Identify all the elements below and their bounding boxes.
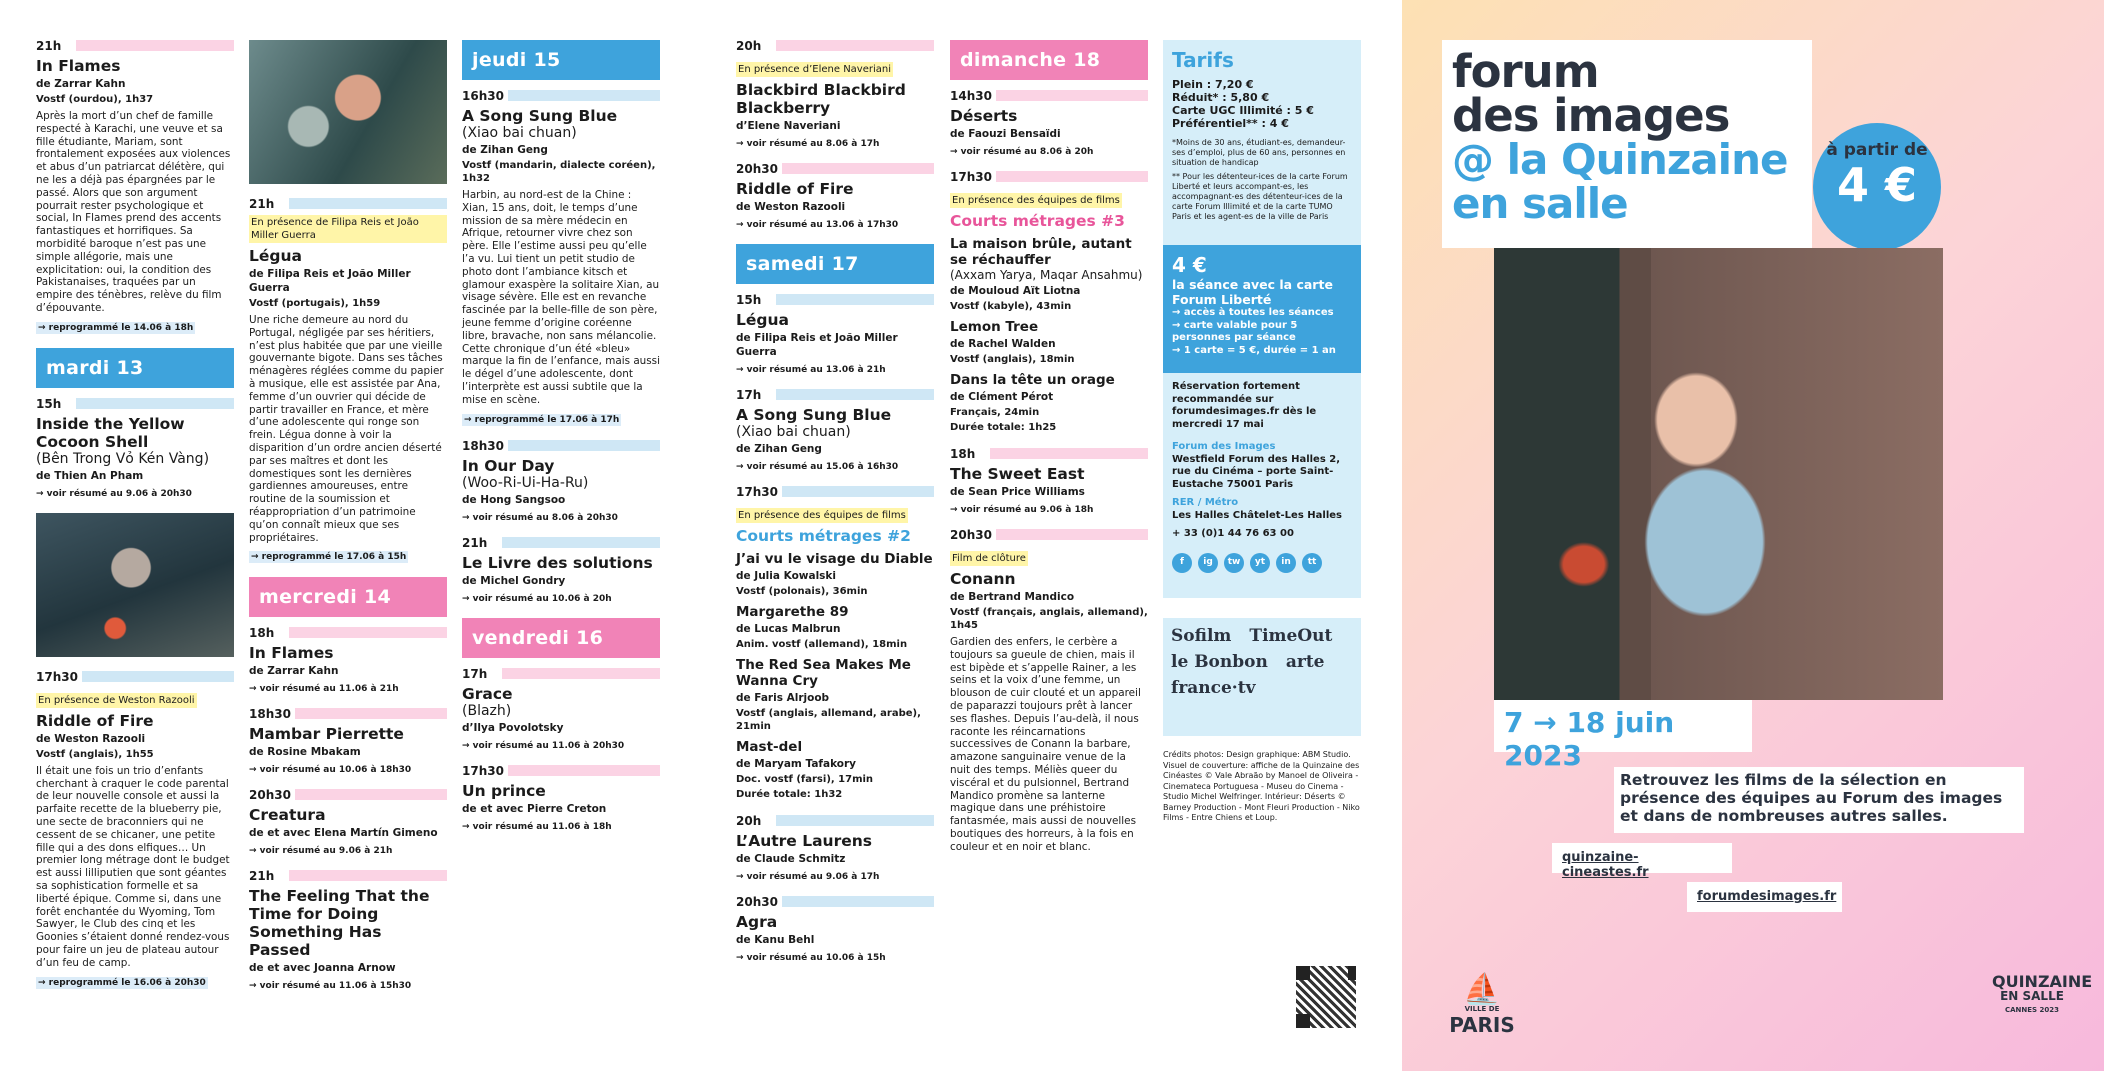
summary-link[interactable]: → voir résumé au 9.06 à 20h30 [36, 488, 192, 499]
website-link[interactable]: forumdesimages.fr [1687, 882, 1842, 912]
event-time: 17h30 [36, 670, 82, 684]
schedule-column-2 [249, 40, 447, 1005]
short-title: Margarethe 89 [736, 604, 849, 620]
short-film [736, 739, 934, 786]
price-value: 4 € [1836, 158, 1918, 212]
event-title: L’Autre Laurens [736, 832, 872, 850]
summary-link[interactable]: → voir résumé au 13.06 à 21h [736, 365, 886, 375]
short-meta: Doc. vostf (farsi), 17min [736, 774, 874, 785]
rer-label: RER / Métro [1172, 497, 1239, 508]
short-title: Lemon Tree [950, 319, 1039, 335]
carte-subtitle: la séance avec la carte Forum Liberté [1172, 277, 1333, 307]
event [36, 398, 234, 499]
event-director: de Filipa Reis et João Miller Guerra [249, 268, 411, 294]
event-director: de Hong Sangsoo [462, 493, 566, 506]
event-meta: Vostf (anglais), 1h55 [36, 748, 154, 760]
carte-line: → accès à toutes les séances [1172, 307, 1334, 318]
rerun-link[interactable]: → reprogrammé le 16.06 à 20h30 [38, 977, 206, 988]
quinzaine-logo [1992, 972, 2093, 1017]
event-time: 20h30 [736, 162, 782, 176]
event-time: 18h [249, 626, 278, 640]
partner-logo: le Bonbon [1171, 652, 1268, 672]
facebook-icon[interactable]: f [1172, 553, 1192, 573]
event-title: Riddle of Fire [736, 180, 854, 198]
event-title: Riddle of Fire [36, 711, 154, 730]
event [736, 294, 934, 375]
event [950, 448, 1148, 515]
summary-link[interactable]: → voir résumé au 15.06 à 16h30 [736, 462, 899, 472]
price-label: à partir de [1826, 140, 1928, 160]
event-director: de Weston Razooli [736, 201, 846, 213]
rerun-link[interactable]: → reprogrammé le 17.06 à 17h [464, 414, 620, 425]
summary-link[interactable]: → voir résumé au 9.06 à 18h [950, 505, 1094, 515]
event-director: de Rosine Mbakam [249, 746, 361, 759]
short-director: de Maryam Tafakory [736, 758, 857, 770]
short-director: de Julia Kowalski [736, 570, 836, 582]
film-still-photo [36, 513, 234, 657]
day-header: mercredi 14 [249, 577, 447, 617]
event [736, 486, 934, 801]
event-title: Légua [249, 247, 302, 265]
event-director: de Michel Gondry [462, 574, 566, 587]
logo-small-text: VILLE DE [1464, 1005, 1500, 1013]
event-director: de Kanu Behl [736, 934, 815, 946]
summary-link[interactable]: → voir résumé au 8.06 à 17h [736, 139, 880, 149]
short-director: de Clément Pérot [950, 391, 1054, 403]
event-title: A Song Sung Blue [736, 406, 892, 424]
event-title: In Flames [249, 644, 334, 663]
event [736, 163, 934, 230]
event [736, 815, 934, 882]
cover-panel [1402, 0, 2104, 1071]
day-header: dimanche 18 [950, 40, 1148, 80]
tarif-line: Réduit* : 5,80 € [1172, 91, 1270, 104]
short-film [950, 319, 1148, 366]
event-title: In Flames [36, 57, 121, 75]
short-title: Dans la tête un orage [950, 372, 1115, 388]
event-director: d’Elene Naveriani [736, 120, 841, 132]
summary-link[interactable]: → voir résumé au 11.06 à 20h30 [462, 740, 625, 751]
total-duration: Durée totale: 1h25 [950, 422, 1057, 433]
carte-line: → 1 carte = 5 €, durée = 1 an [1172, 344, 1336, 356]
event-time: 17h30 [736, 485, 782, 499]
short-meta: Vostf (polonais), 36min [736, 586, 868, 597]
total-duration: Durée totale: 1h32 [736, 789, 843, 800]
event-description: Une riche demeure au nord du Portugal, négligée par ses héritiers, n’est plus habitée que par une vieille gouvernante bigote. Dans ses tâches ménagères réglées comme du papier à musique, elle est assistée par Ana, femme d’un ouvrier qui décide de partir travailler en France, et mère d’une adolescente qui ronge son frein. Légua donne à voir la disparition d’un ordre ancien déserté par ses maîtres et dont les domestiques sont les dernières gardiennes amoureuses, entre routine de la soumission et réappropriation d’un patrimoine qu’on connaît mieux que ses propriétaires. [249, 314, 444, 544]
event-time: 17h30 [950, 170, 996, 184]
day-header: samedi 17 [736, 244, 934, 284]
partner-logo: france·tv [1171, 678, 1256, 698]
carte-price: 4 € [1172, 253, 1207, 277]
event-director: de Bertrand Mandico [950, 591, 1075, 603]
event-director: de Zihan Geng [736, 443, 822, 455]
carte-panel [1163, 245, 1361, 373]
event-time: 20h30 [950, 528, 996, 542]
event [36, 40, 234, 334]
event-title: Le Livre des solutions [462, 553, 653, 572]
tarif-line: Préférentiel** : 4 € [1172, 117, 1289, 130]
event-description: Après la mort d’un chef de famille respecté à Karachi, une veuve et sa fille étudiante, Mariam, sont frontalement exposées aux violences et abus d’un patriarcat délétère, qui ne les a déjà pas épargnées par le passé. Alors que son argument pourrait rester psychologique et social, In Flames prend des accents fantastiques et horrifiques. Sa morbidité baroque n’est pas une simple allégorie, mais une explicitation: oui, la condition des Pakistanaises, traquées par un empire des ténèbres, relève du film d’épouvante. [36, 110, 231, 314]
short-film [736, 604, 934, 651]
reservation-text: Réservation fortement recommandée sur forumdesimages.fr dès le mercredi 17 mai [1172, 381, 1317, 430]
schedule-column-5 [950, 40, 1148, 868]
event-title: Mambar Pierrette [249, 725, 404, 744]
summary-link[interactable]: → voir résumé au 11.06 à 15h30 [249, 981, 412, 992]
partners-panel [1163, 618, 1361, 736]
brand-block [1442, 40, 1812, 248]
schedule-column-4 [736, 40, 934, 977]
event-time: 21h [462, 536, 491, 550]
short-title: La maison brûle, autant se réchauffer [950, 236, 1132, 268]
event-description: Il était une fois un trio d’enfants cherchant à craquer le code parental de leur nouvelle console et aussi la parfaite recette de la blueberry pie, une secte de braconniers qui ne cessent de se chicaner, une petite fille qui a des dons elfiques… Un premier long métrage dont le budget est aussi lilliputien que sont géantes sa sophistication formelle et sa liberté épique. Comme si, dans une forêt enchantée du Wyoming, Tom Sawyer, le Club des cinq et les Goonies s’étaient donné rendez-vous pour faire un jeu de plateau autour d’un feu de camp. [36, 764, 230, 969]
short-meta: Français, 24min [950, 407, 1040, 418]
brand-line: des images [1452, 89, 1730, 142]
event-director: de Sean Price Williams [950, 486, 1085, 498]
event [462, 537, 660, 604]
event-director: de Claude Schmitz [736, 853, 846, 865]
event [462, 765, 660, 832]
short-title: Mast-del [736, 739, 803, 755]
brand-line: forum [1452, 45, 1599, 98]
qr-code[interactable] [1293, 963, 1359, 1031]
event-title: The Feeling That the Time for Doing Something Has Passed [249, 887, 430, 960]
presence-badge: En présence de Filipa Reis et João Miller Guerra [249, 215, 447, 243]
event [736, 389, 934, 472]
event-title: Déserts [950, 107, 1018, 125]
logo-text: EN SALLE [2000, 989, 2064, 1003]
event-time: 14h30 [950, 89, 996, 103]
partner-logo: arte [1285, 652, 1325, 672]
event-time: 18h30 [462, 439, 508, 453]
event-description: Harbin, au nord-est de la Chine : Xian, 15 ans, doit, le temps d’une mission de sa mère médecin en Afrique, retourner vivre chez son père. Elle l’estime aussi peu qu’elle l’a vu. Lui tient un petit studio de photo dont l’ambiance kitsch et glamour exaspère la solitaire Xian, au visage sévère. Elle est en revanche fascinée par la belle-fille de son père, jeune femme d’origine coréenne libre, bravache, non sans mélancolie. Cette chronique d’un été «bleu» marque la fin de l’enfance, mais aussi le dégel d’une adolescente, dont l’interprète est aussi subtile que la mise en scène. [462, 189, 660, 406]
summary-link[interactable]: → voir résumé au 10.06 à 18h30 [249, 765, 412, 776]
website-link[interactable]: quinzaine-cineastes.fr [1552, 843, 1732, 873]
schedule-column-1 [36, 40, 234, 1003]
reservation-panel [1163, 373, 1361, 598]
tarif-note: ** Pour les détenteur-ices de la carte Forum Liberté et leurs accompant-es, les accompagnant-es des détenteur-ices de la carte Forum Illimité et de la carte TUMO Paris et les agent-es de la ville de Paris [1172, 172, 1348, 221]
short-director: de Faris Alrjoob [736, 692, 830, 704]
summary-link[interactable]: → voir résumé au 9.06 à 17h [736, 872, 880, 882]
presence-badge: En présence de Weston Razooli [38, 694, 195, 706]
summary-link[interactable]: → voir résumé au 10.06 à 15h [736, 953, 886, 963]
event-title: Agra [736, 913, 778, 931]
event [249, 198, 447, 563]
event-description: Gardien des enfers, le cerbère a toujours sa gueule de chien, mais il est bipède et s’appelle Rainer, a les seins et la voix d’une femme, un blouson de cuir clouté et un appareil de paparazzi toujours prêt à lancer ses flashes. Depuis l’au-delà, il nous raconte les réincarnations successives de Conann la barbare, amazone sanguinaire venue de la nuit des temps. Méliès queer du viscéral et du pulsionnel, Bertrand Mandico promène sa lanterne magique dans une préhistoire fantasmée, mais aussi de nouvelles boutiques des horreurs, à la fois en couleur et en noir et blanc. [950, 636, 1141, 853]
day-header: jeudi 15 [462, 40, 660, 80]
ship-icon: ⛵ [1463, 972, 1501, 1007]
summary-link[interactable]: → voir résumé au 11.06 à 18h [462, 821, 612, 832]
event-original-title: (Bên Trong Vỏ Kén Vàng) [36, 450, 210, 467]
event-title: Légua [736, 311, 789, 329]
event-director: d’Ilya Povolotsky [462, 721, 564, 734]
summary-link[interactable]: → voir résumé au 13.06 à 17h30 [736, 220, 899, 230]
rerun-link[interactable]: → reprogrammé le 17.06 à 15h [251, 552, 407, 563]
event-title: The Sweet East [950, 465, 1085, 483]
short-director: de Lucas Malbrun [736, 623, 841, 635]
event-title: Un prince [462, 781, 546, 800]
summary-link[interactable]: → voir résumé au 8.06 à 20h30 [462, 512, 618, 523]
event [462, 90, 660, 426]
rerun-link[interactable]: → reprogrammé le 14.06 à 18h [38, 322, 194, 333]
tarif-note: *Moins de 30 ans, étudiant-es, demandeur-ses d’emploi, plus de 60 ans, personnes en situation de handicap [1172, 138, 1346, 167]
event [950, 171, 1148, 434]
event-meta: Vostf (français, anglais, allemand), 1h45 [950, 607, 1148, 631]
tiktok-icon[interactable]: tt [1302, 553, 1322, 573]
youtube-icon[interactable]: yt [1250, 553, 1270, 573]
event-director: de et avec Elena Martín Gimeno [249, 827, 438, 840]
cover-photo [1494, 248, 1943, 700]
event [462, 668, 660, 751]
festival-dates: 7 → 18 juin 2023 [1494, 700, 1752, 752]
tarifs-heading: Tarifs [1172, 48, 1234, 72]
event-meta: Vostf (portugais), 1h59 [249, 298, 381, 309]
event [736, 40, 934, 149]
event [249, 627, 447, 694]
summary-link[interactable]: → voir résumé au 8.06 à 20h [950, 147, 1094, 157]
event-time: 20h [736, 39, 765, 53]
short-meta: Vostf (anglais), 18min [950, 354, 1075, 365]
tarif-line: Plein : 7,20 € [1172, 78, 1254, 91]
summary-link[interactable]: → voir résumé au 9.06 à 21h [249, 846, 393, 857]
event [36, 671, 234, 989]
day-header: vendredi 16 [462, 618, 660, 658]
schedule-column-3 [462, 40, 660, 846]
tarif-line: Carte UGC Illimité : 5 € [1172, 104, 1314, 117]
venue-address: Westfield Forum des Halles 2, rue du Cinéma – porte Saint-Eustache 75001 Paris [1172, 453, 1341, 490]
summary-link[interactable]: → voir résumé au 10.06 à 20h [462, 593, 612, 604]
event-director: de Weston Razooli [36, 732, 146, 745]
event-director: de Thien An Pham [36, 469, 144, 482]
summary-link[interactable]: → voir résumé au 11.06 à 21h [249, 684, 399, 695]
event-meta: Vostf (ourdou), 1h37 [36, 94, 154, 105]
event-director: de Faouzi Bensaïdi [950, 128, 1061, 140]
event-original-title: (Blazh) [462, 702, 512, 719]
venue-label: Forum des Images [1172, 441, 1276, 452]
carte-line: → carte valable pour 5 personnes par séance [1172, 319, 1298, 343]
event-meta: Vostf (mandarin, dialecte coréen), 1h32 [462, 160, 656, 184]
event-original-title: (Xiao bai chuan) [736, 424, 851, 440]
short-meta: Vostf (anglais, allemand, arabe), 21min [736, 708, 921, 732]
event-time: 18h30 [249, 707, 295, 721]
event-time: 17h30 [462, 764, 508, 778]
short-film [736, 551, 934, 598]
cover-blurb: Retrouvez les films de la sélection en présence des équipes au Forum des images et dans de nombreuses autres salles. [1614, 767, 2024, 833]
event-time: 21h [249, 197, 278, 211]
logo-text: PARIS [1449, 1013, 1515, 1037]
phone-number: + 33 (0)1 44 76 63 00 [1172, 528, 1294, 539]
short-meta: Vostf (kabyle), 43min [950, 301, 1072, 312]
ville-de-paris-logo [1442, 972, 1522, 1037]
event-time: 20h30 [249, 788, 295, 802]
short-film [950, 372, 1148, 419]
event-time: 21h [249, 869, 278, 883]
presence-badge: En présence des équipes de films [738, 510, 906, 521]
social-links [1172, 553, 1352, 573]
short-original-title: (Axxam Yarya, Maqar Ansahmu) [950, 268, 1143, 282]
event-title: In Our Day [462, 456, 555, 475]
event-director: de Zihan Geng [462, 144, 548, 156]
instagram-icon[interactable]: ig [1198, 553, 1218, 573]
event-time: 16h30 [462, 89, 508, 103]
event [249, 789, 447, 856]
event-director: de et avec Joanna Arnow [249, 962, 396, 975]
event-time: 20h [736, 814, 765, 828]
event-time: 15h [36, 397, 65, 411]
brand-line: @ la Quinzaine [1452, 135, 1788, 184]
event-title: Inside the Yellow Cocoon Shell [36, 414, 185, 451]
event-title: Conann [950, 570, 1016, 588]
event-title: Blackbird Blackbird Blackberry [736, 81, 906, 117]
linkedin-icon[interactable]: in [1276, 553, 1296, 573]
partner-logo: TimeOut [1249, 626, 1333, 646]
presence-badge: En présence des équipes de films [952, 195, 1120, 206]
brand-line: en salle [1452, 179, 1628, 228]
event-title: Grace [462, 684, 513, 703]
event [249, 870, 447, 991]
logo-text: QUINZAINE [1992, 972, 2093, 991]
short-film [950, 236, 1148, 313]
event [736, 896, 934, 963]
short-director: de Mouloud Aït Liotna [950, 285, 1081, 297]
tarifs-panel [1163, 40, 1361, 245]
event-time: 17h [736, 388, 765, 402]
event-director: de et avec Pierre Creton [462, 802, 607, 815]
photo-credits: Crédits photos: Design graphique: ABM Studio. Visuel de couverture: affiche de la Quinzaine des Cinéastes © Vale Abraão by Manoel de Oliveira - Cinemateca Portuguesa - Museu do Cinema - Studio Michel Welfringer. Intérieur: Déserts © Barney Production - Mont Fleuri Production - Niko Films - Entre Chiens et Loup. [1163, 750, 1360, 822]
event-time: 15h [736, 293, 765, 307]
logo-small-text: CANNES 2023 [2004, 1006, 2059, 1014]
event-original-title: (Woo-Ri-Ui-Ha-Ru) [462, 474, 589, 491]
short-director: de Rachel Walden [950, 338, 1056, 350]
event-title: A Song Sung Blue [462, 107, 618, 125]
film-still-photo [249, 40, 447, 184]
event-director: de Zarrar Kahn [36, 78, 126, 90]
event-time: 18h [950, 447, 979, 461]
event-title: Courts métrages #2 [736, 527, 911, 545]
event-time: 20h30 [736, 895, 782, 909]
price-badge [1813, 123, 1941, 251]
event [950, 529, 1148, 854]
twitter-icon[interactable]: tw [1224, 553, 1244, 573]
closing-film-badge: Film de clôture [952, 553, 1026, 564]
short-film [736, 657, 934, 733]
short-title: The Red Sea Makes Me Wanna Cry [736, 657, 911, 689]
event-title: Creatura [249, 806, 326, 825]
short-meta: Anim. vostf (allemand), 18min [736, 639, 908, 650]
event-director: de Zarrar Kahn [249, 665, 339, 678]
event-original-title: (Xiao bai chuan) [462, 125, 577, 141]
partner-logo: Sofilm [1171, 626, 1232, 646]
event-director: de Filipa Reis et João Miller Guerra [736, 332, 898, 358]
event [950, 90, 1148, 157]
day-header: mardi 13 [36, 348, 234, 388]
event [249, 708, 447, 775]
short-title: J’ai vu le visage du Diable [736, 551, 933, 567]
event [462, 440, 660, 523]
event-time: 21h [36, 39, 65, 53]
event-title: Courts métrages #3 [950, 212, 1125, 230]
event-time: 17h [462, 667, 491, 681]
presence-badge: En présence d’Elene Naveriani [738, 64, 892, 75]
rer-stations: Les Halles Châtelet-Les Halles [1172, 509, 1342, 521]
